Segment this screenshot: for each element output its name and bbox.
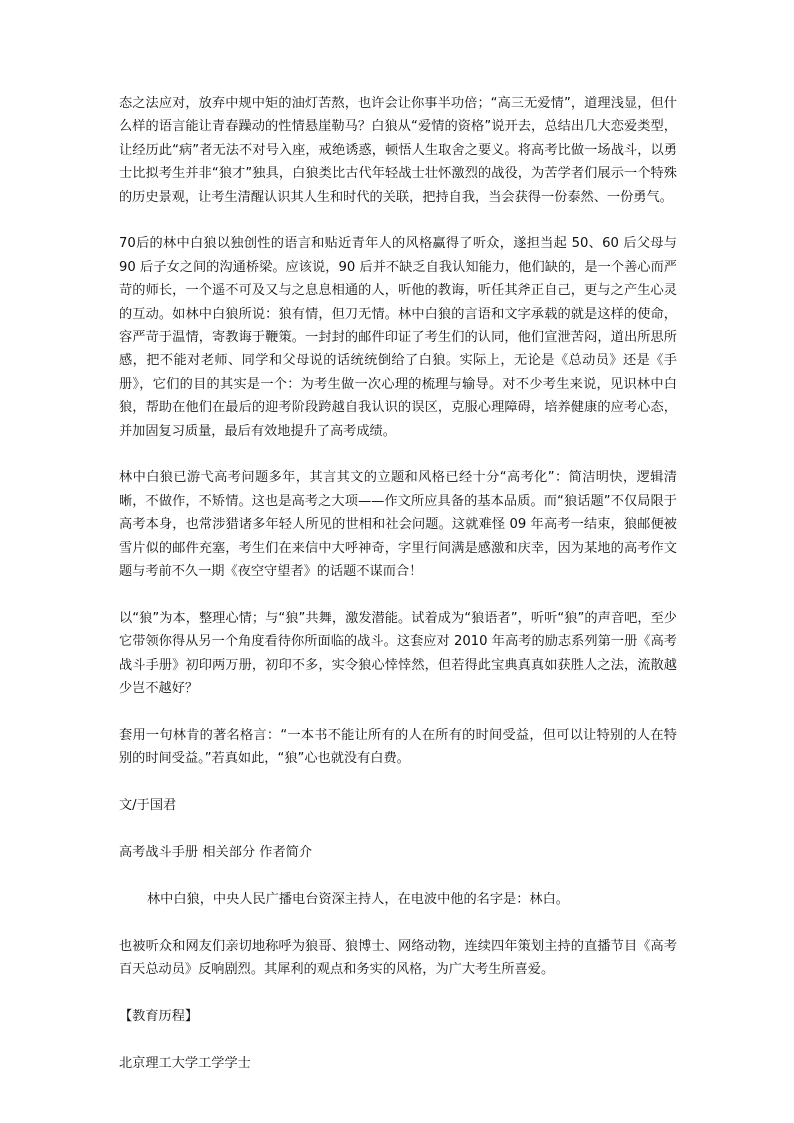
paragraph-exam-strategy: 态之法应对，放弃中规中矩的油灯苦熬，也许会让你事半功倍；“高三无爱情”，道理浅显，但什么样的语言能让青春躁动的性情悬崖勒马？白狼从“爱情的资格”说开去，总结出几大恋爱类型，让经历此“病”者无法不对号入座，戒绝诱惑，顿悟人生取舍之要义。将高考比做一场战斗，以勇士比拟考生并非“狼才”独具，白狼类比古代年轻战士壮怀激烈的战役，为苦学者们展示一个特殊的历史景观，让考生清醒认识其人生和时代的关联，把持自我，当会获得一份泰然、一份勇气。: [119, 96, 677, 205]
education-heading: 【教育历程】: [119, 1008, 199, 1024]
author-description: 也被听众和网友们亲切地称呼为狼哥、狼博士、网络动物，连续四年策划主持的直播节目《高考百天总动员》反响剧烈。其犀利的观点和务实的风格，为广大考生所喜爱。: [119, 938, 677, 977]
document-page: [119, 92, 677, 1075]
author-credit: 文/于国君: [119, 798, 177, 814]
paragraph-generation-bridge: 70后的林中白狼以独创性的语言和贴近青年人的风格赢得了听众，遂担当起 50、60 后父母与 90 后子女之间的沟通桥梁。应该说，90 后并不缺乏自我认知能力，他们缺的，是一个善心而严苛的师长，一个遥不可及又与之息息相通的人，听他的教诲，听任其斧正自己，更与之产生心灵的互动。如林中白狼所说：狼有情，但刀无情。林中白狼的言语和文字承载的就是这样的使命，容严苛于温情，寄教诲于鞭策。一封封的邮件印证了考生们的认同，他们宣泄苦闷，道出所思所感，把不能对老师、同学和父母说的话统统倒给了白狼。实际上，无论是《总动员》还是《手册》，它们的目的其实是一个：为考生做一次心理的梳理与输导。对不少考生来说，见识林中白狼，帮助在他们在最后的迎考阶段跨越自我认识的误区，克服心理障碍，培养健康的应考心态，并加固复习质量，最后有效地提升了高考成绩。: [119, 236, 677, 439]
paragraph-book-intro: 以“狼”为本，整理心情；与“狼”共舞，激发潜能。试着成为“狼语者”，听听“狼”的声音吧，至少它带领你得从另一个角度看待你所面临的战斗。这套应对 2010 年高考的励志系列第一册《高考战斗手册》初印两万册，初印不多，实令狼心悻悻然，但若得此宝典真真如获胜人之法，流散越少岂不越好？: [119, 610, 677, 697]
section-title: 高考战斗手册 相关部分 作者简介: [119, 844, 313, 860]
paragraph-lincoln-quote: 套用一句林肯的著名格言：“一本书不能让所有的人在所有的时间受益，但可以让特别的人在特别的时间受益。”若真如此，“狼”心也就没有白费。: [119, 727, 677, 767]
author-intro: 林中白狼，中央人民广播电台资深主持人，在电波中他的名字是：林白。: [147, 891, 569, 907]
paragraph-exam-style: 林中白狼已游弋高考问题多年，其言其文的立题和风格已经十分“高考化”：简洁明快，逻辑清晰，不做作，不矫情。这也是高考之大项——作文所应具备的基本品质。而“狼话题”不仅局限于高考本身，也常涉猎诸多年轻人所见的世相和社会问题。这就难怪 09 年高考一结束，狼邮便被雪片似的邮件充塞，考生们在来信中大呼神奇，字里行间满是感激和庆幸，因为某地的高考作文题与考前不久一期《夜空守望者》的话题不谋而合！: [119, 470, 677, 580]
education-item: 北京理工大学工学学士: [119, 1055, 251, 1071]
